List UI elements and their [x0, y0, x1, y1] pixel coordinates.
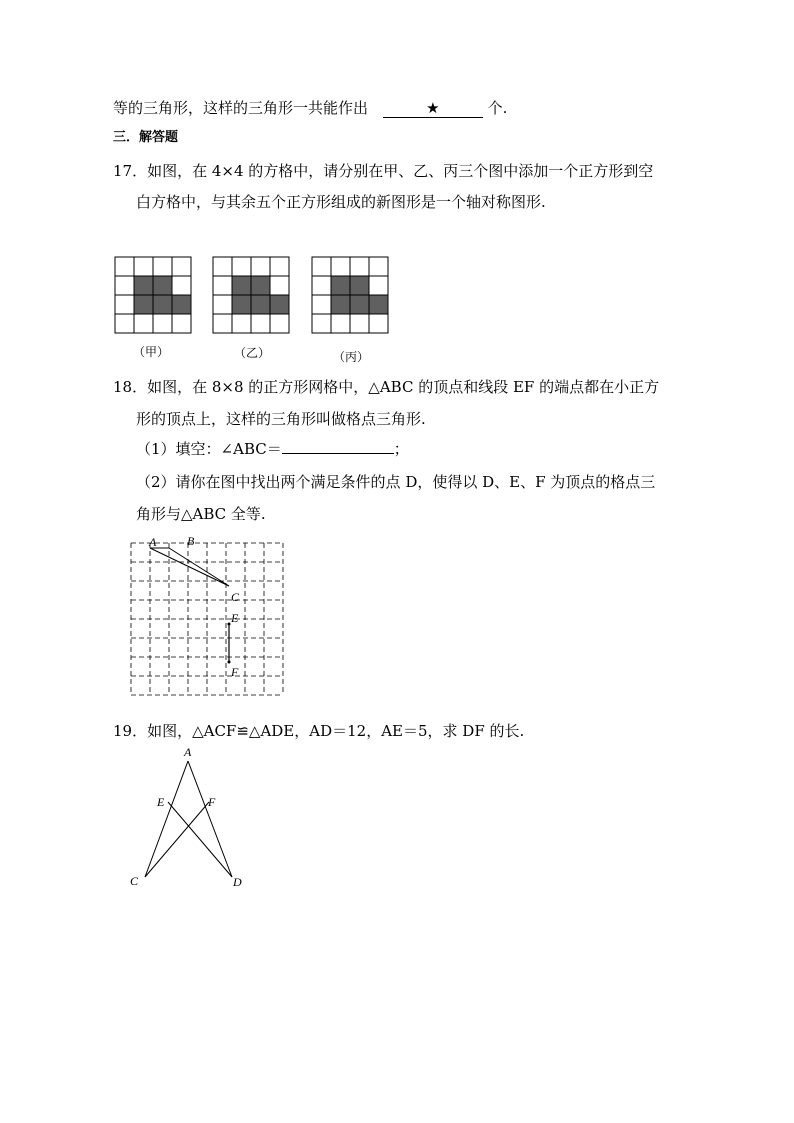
empty-cell — [115, 314, 134, 333]
q18-line2: 形的顶点上，这样的三角形叫做格点三角形. — [136, 410, 426, 428]
empty-cell — [369, 314, 388, 333]
empty-cell — [134, 257, 153, 276]
empty-cell — [213, 257, 232, 276]
q19-label-e: E — [157, 795, 165, 809]
q16-text: 等的三角形，这样的三角形一共能作出 — [113, 99, 369, 117]
q18-label-b: B — [187, 534, 195, 548]
q19-figure — [125, 745, 255, 890]
q18-dashed-grid — [131, 543, 283, 695]
shaded-cell — [134, 276, 153, 295]
empty-cell — [153, 314, 172, 333]
empty-cell — [213, 295, 232, 314]
empty-cell — [172, 276, 191, 295]
q18-part2-line1: （2）请你在图中找出两个满足条件的点 D，使得以 D、E、F 为顶点的格点三 — [136, 473, 656, 491]
empty-cell — [213, 276, 232, 295]
empty-cell — [270, 314, 289, 333]
q18-label-e: E — [231, 611, 239, 625]
q18-segment-bc — [169, 548, 229, 586]
empty-cell — [270, 257, 289, 276]
empty-cell — [369, 276, 388, 295]
q18-part1-text: （1）填空：∠ABC＝ — [136, 440, 282, 458]
empty-cell — [115, 295, 134, 314]
q18-segment-ac — [150, 548, 229, 586]
q17-caption-bing: （丙） — [333, 350, 370, 364]
empty-cell — [232, 314, 251, 333]
q19-label-d: D — [233, 875, 242, 889]
q17-caption-jia: （甲） — [133, 345, 170, 359]
q17-caption-yi: （乙） — [234, 346, 271, 360]
q16-suffix: 个. — [487, 99, 508, 117]
shaded-cell — [232, 295, 251, 314]
q18-part2-line2: 角形与△ABC 全等. — [136, 505, 266, 523]
empty-cell — [153, 257, 172, 276]
shaded-cell — [172, 295, 191, 314]
q18-part1-end: ； — [393, 440, 409, 458]
empty-cell — [270, 276, 289, 295]
empty-cell — [312, 314, 331, 333]
shaded-cell — [369, 295, 388, 314]
empty-cell — [331, 257, 350, 276]
shaded-cell — [153, 295, 172, 314]
q16-tail — [113, 98, 507, 118]
shaded-cell — [251, 295, 270, 314]
empty-cell — [312, 295, 331, 314]
q18-answer-blank[interactable] — [282, 453, 394, 454]
q18-point-f — [228, 661, 231, 664]
empty-cell — [350, 314, 369, 333]
empty-cell — [115, 276, 134, 295]
empty-cell — [115, 257, 134, 276]
q17-grid-yi — [212, 256, 290, 334]
empty-cell — [251, 314, 270, 333]
section-heading: 三．解答题 — [113, 130, 179, 145]
shaded-cell — [350, 276, 369, 295]
empty-cell — [213, 314, 232, 333]
q17-line2: 白方格中，与其余五个正方形组成的新图形是一个轴对称图形. — [136, 193, 546, 211]
shaded-cell — [232, 276, 251, 295]
shaded-cell — [331, 295, 350, 314]
shaded-cell — [270, 295, 289, 314]
shaded-cell — [251, 276, 270, 295]
q18-line1: 18．如图，在 8×8 的正方形网格中，△ABC 的顶点和线段 EF 的端点都在小正方 — [113, 378, 660, 396]
q16-answer-blank[interactable]: ★ — [383, 99, 483, 118]
q18-label-f: F — [231, 665, 239, 679]
q18-label-a: A — [149, 535, 157, 549]
q19-line1: 19．如图，△ACF≌△ADE，AD＝12，AE＝5，求 DF 的长. — [113, 722, 525, 740]
empty-cell — [331, 314, 350, 333]
empty-cell — [134, 314, 153, 333]
shaded-cell — [350, 295, 369, 314]
q19-label-c: C — [130, 874, 139, 888]
empty-cell — [312, 276, 331, 295]
empty-cell — [172, 257, 191, 276]
shaded-cell — [153, 276, 172, 295]
empty-cell — [350, 257, 369, 276]
empty-cell — [251, 257, 270, 276]
q18-part1 — [136, 439, 409, 459]
q19-segment-ac — [145, 761, 188, 877]
q19-label-a: A — [184, 745, 192, 759]
q18-label-c: C — [231, 590, 240, 604]
shaded-cell — [331, 276, 350, 295]
q17-grid-jia — [114, 256, 192, 334]
q19-label-f: F — [208, 795, 216, 809]
empty-cell — [312, 257, 331, 276]
empty-cell — [369, 257, 388, 276]
q18-figure — [122, 534, 294, 706]
q17-line1: 17．如图，在 4×4 的方格中，请分别在甲、乙、丙三个图中添加一个正方形到空 — [113, 162, 654, 180]
shaded-cell — [134, 295, 153, 314]
q17-grid-bing — [311, 256, 389, 334]
empty-cell — [172, 314, 191, 333]
empty-cell — [232, 257, 251, 276]
